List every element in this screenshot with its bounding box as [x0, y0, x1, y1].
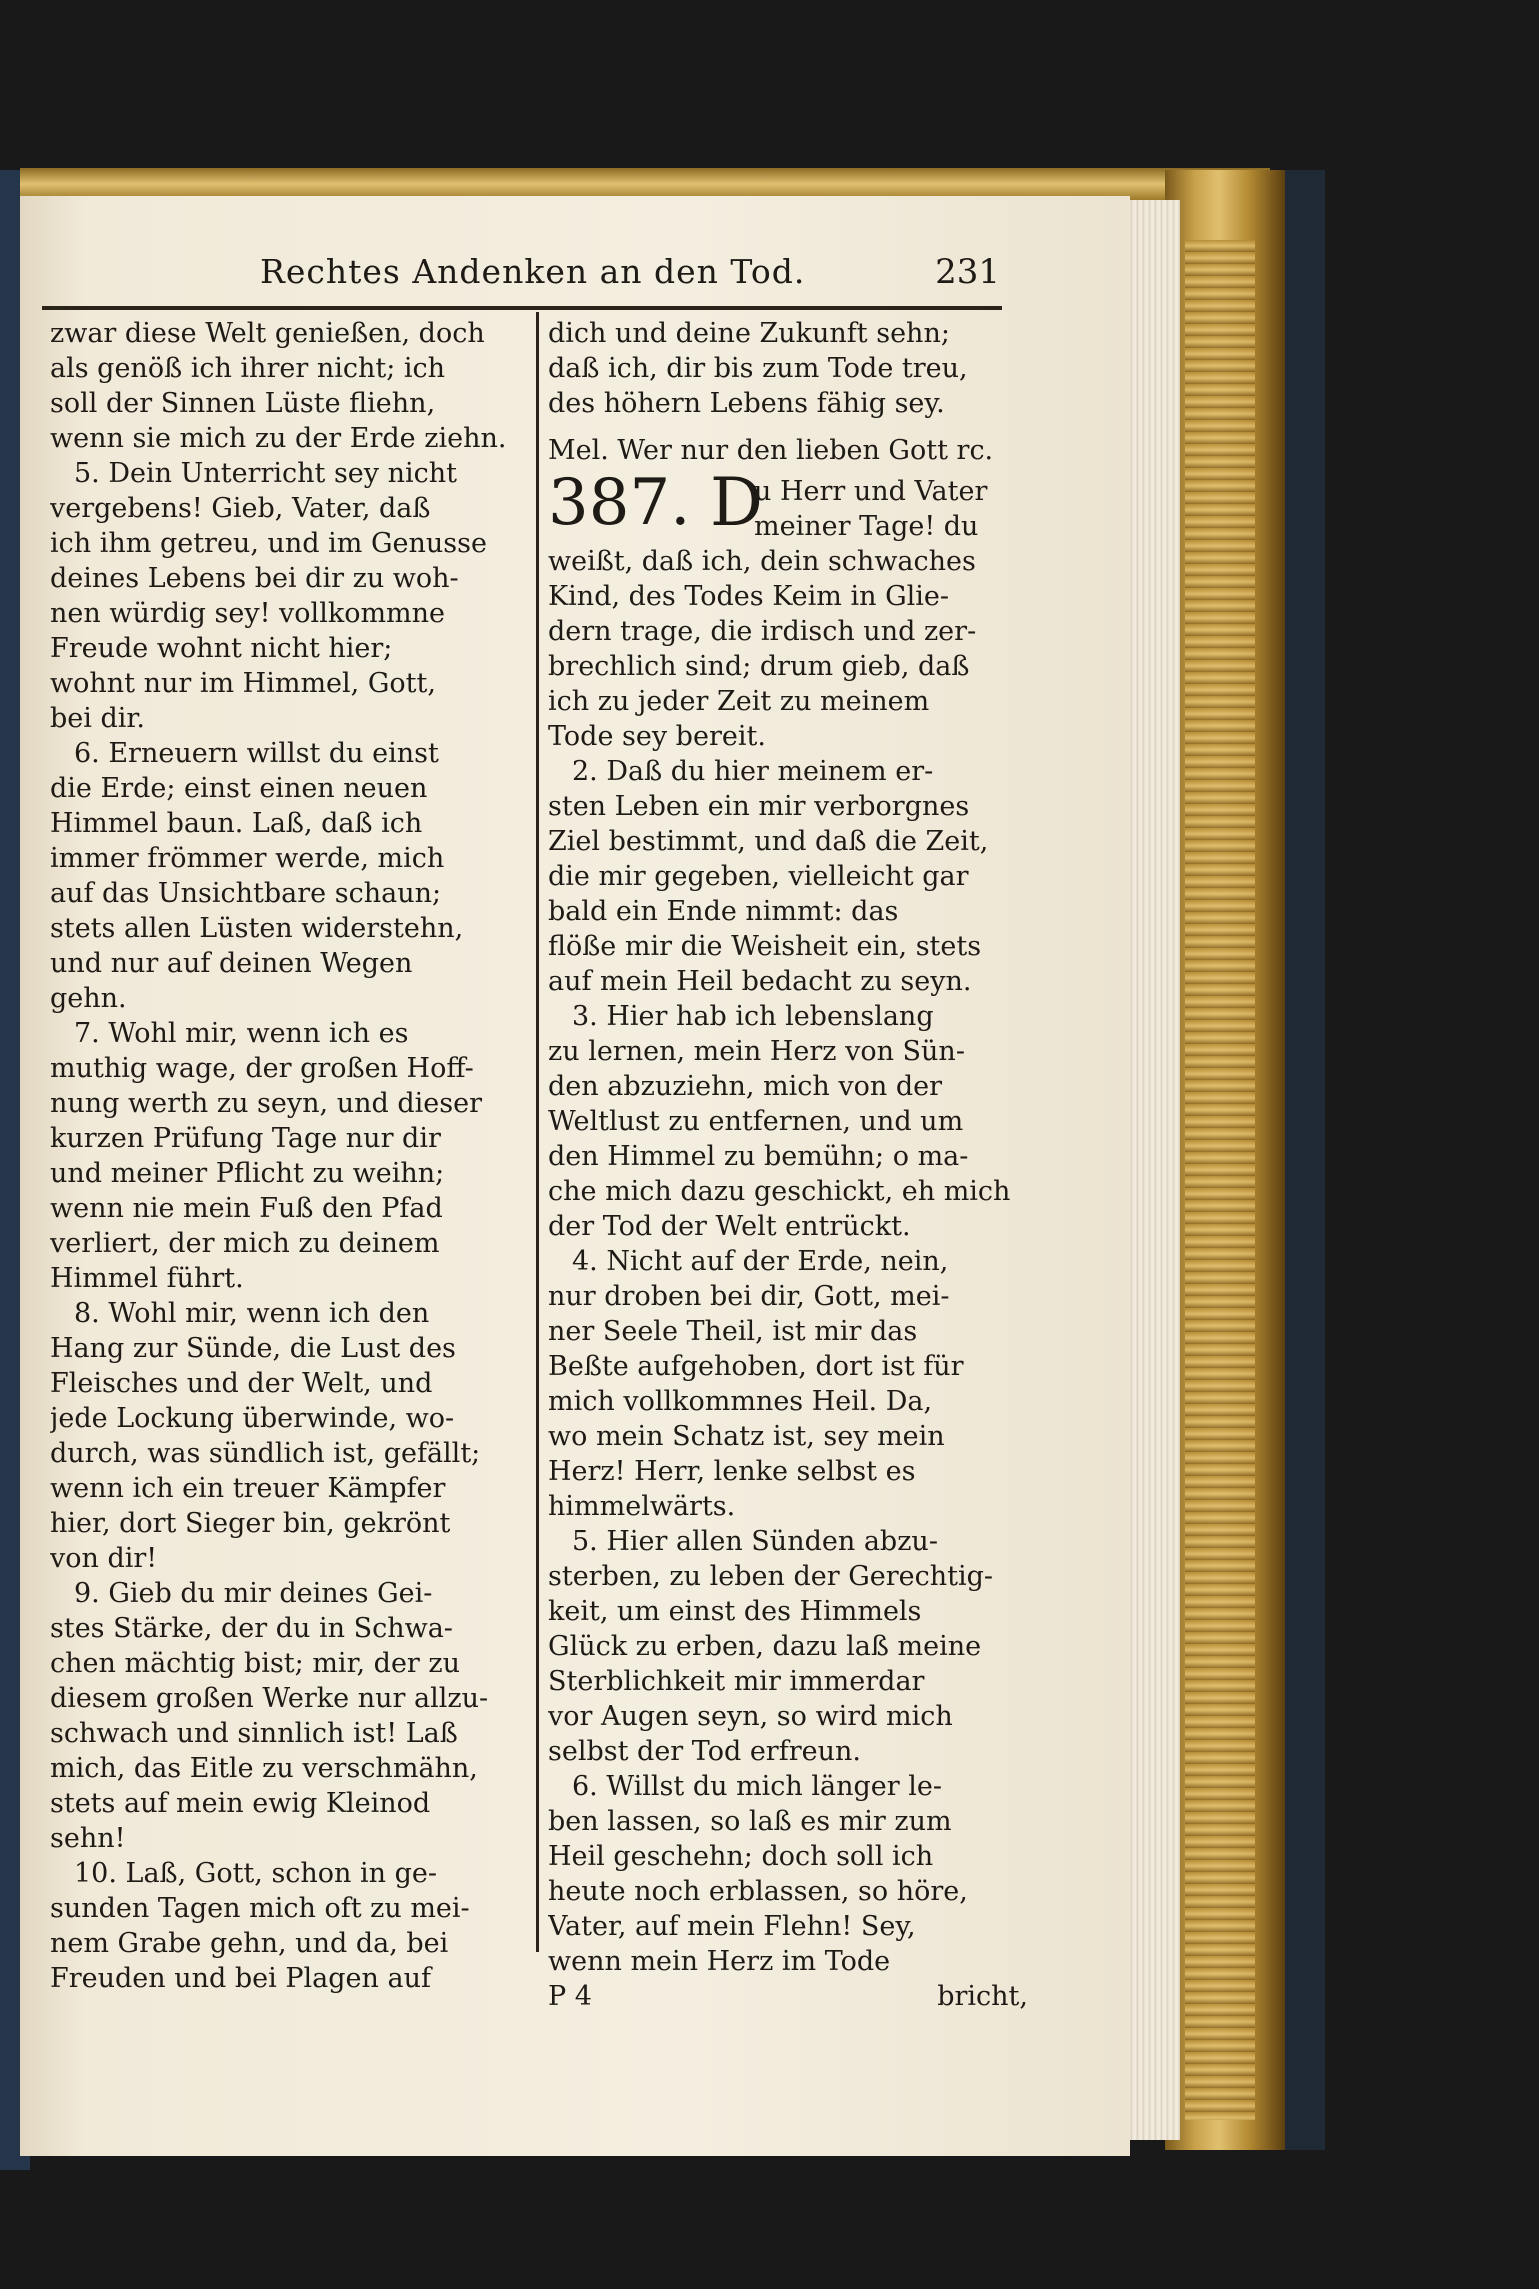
text-line: nen würdig sey! vollkommne	[50, 598, 446, 629]
text-line: nem Grabe gehn, und da, bei	[50, 1928, 449, 1959]
text-line: wenn mein Herz im Tode	[548, 1946, 891, 1977]
text-line: der Tod der Welt entrückt.	[548, 1211, 911, 1242]
text-line: selbst der Tod erfreun.	[548, 1736, 861, 1767]
text-line: mich vollkommnes Heil. Da,	[548, 1386, 933, 1417]
text-line: ben lassen, so laß es mir zum	[548, 1806, 952, 1837]
text-line: stets auf mein ewig Kleinod	[50, 1788, 431, 1819]
text-line: daß ich, dir bis zum Tode treu,	[548, 353, 968, 384]
text-line: dern trage, die irdisch und zer-	[548, 616, 977, 647]
text-line: mich, das Eitle zu verschmähn,	[50, 1753, 478, 1784]
hymn-first-line: u Herr und Vater	[754, 476, 988, 507]
text-line: immer frömmer werde, mich	[50, 843, 445, 874]
text-line: bei dir.	[50, 703, 145, 734]
signature-mark: P 4	[548, 1981, 592, 2012]
text-line: 6. Erneuern willst du einst	[74, 738, 439, 769]
text-line: des höhern Lebens fähig sey.	[548, 388, 945, 419]
text-line: Vater, auf mein Flehn! Sey,	[548, 1911, 916, 1942]
hymn-heading	[548, 464, 1028, 544]
melody-line: Mel. Wer nur den lieben Gott rc.	[548, 435, 994, 466]
text-line: diesem großen Werke nur allzu-	[50, 1683, 489, 1714]
text-line: den Himmel zu bemühn; o ma-	[548, 1141, 969, 1172]
text-line: nur droben bei dir, Gott, mei-	[548, 1281, 950, 1312]
text-line: 4. Nicht auf der Erde, nein,	[572, 1246, 949, 1277]
text-line: sten Leben ein mir verborgnes	[548, 791, 970, 822]
text-line: hier, dort Sieger bin, gekrönt	[50, 1508, 451, 1539]
text-line: Freuden und bei Plagen auf	[50, 1963, 431, 1994]
text-line: muthig wage, der großen Hoff-	[50, 1053, 474, 1084]
text-line: wo mein Schatz ist, sey mein	[548, 1421, 945, 1452]
text-line: Weltlust zu entfernen, und um	[548, 1106, 964, 1137]
right-column	[548, 316, 1028, 2014]
text-line: von dir!	[50, 1543, 158, 1574]
text-line: zu lernen, mein Herz von Sün-	[548, 1036, 965, 1067]
text-line: auf mein Heil bedacht zu seyn.	[548, 966, 972, 997]
text-line: auf das Unsichtbare schaun;	[50, 878, 442, 909]
column-divider	[536, 312, 539, 1952]
text-line: sunden Tagen mich oft zu mei-	[50, 1893, 470, 1924]
text-line: verliert, der mich zu deinem	[50, 1228, 440, 1259]
text-line: Tode sey bereit.	[548, 721, 766, 752]
text-line: weißt, daß ich, dein schwaches	[548, 546, 976, 577]
catchword: bricht,	[937, 1981, 1028, 2012]
text-line: 5. Dein Unterricht sey nicht	[74, 458, 457, 489]
text-line: wohnt nur im Himmel, Gott,	[50, 668, 436, 699]
text-line: nung werth zu seyn, und dieser	[50, 1088, 482, 1119]
text-line: Kind, des Todes Keim in Glie-	[548, 581, 950, 612]
text-line: Hang zur Sünde, die Lust des	[50, 1333, 456, 1364]
text-line: keit, um einst des Himmels	[548, 1596, 922, 1627]
text-line: 7. Wohl mir, wenn ich es	[74, 1018, 409, 1049]
running-header	[260, 252, 1000, 298]
text-line: die mir gegeben, vielleicht gar	[548, 861, 969, 892]
text-line: wenn nie mein Fuß den Pfad	[50, 1193, 443, 1224]
text-line: 3. Hier hab ich lebenslang	[572, 1001, 934, 1032]
text-line: gehn.	[50, 983, 127, 1014]
running-title: Rechtes Andenken an den Tod.	[260, 252, 806, 291]
text-line: den abzuziehn, mich von der	[548, 1071, 942, 1102]
text-line: die Erde; einst einen neuen	[50, 773, 428, 804]
text-line: ich zu jeder Zeit zu meinem	[548, 686, 930, 717]
text-line: Sterblichkeit mir immerdar	[548, 1666, 925, 1697]
text-line: dich und deine Zukunft sehn;	[548, 318, 950, 349]
hymn-verses	[548, 544, 1028, 1979]
text-line: bald ein Ende nimmt: das	[548, 896, 899, 927]
text-line: Glück zu erben, dazu laß meine	[548, 1631, 982, 1662]
text-line: che mich dazu geschickt, eh mich	[548, 1176, 1011, 1207]
book-cover-right	[1285, 170, 1325, 2150]
page-number: 231	[935, 252, 1000, 292]
gilt-fore-edge-pattern	[1185, 240, 1255, 2120]
text-line: vergebens! Gieb, Vater, daß	[50, 493, 431, 524]
text-line: Ziel bestimmt, und daß die Zeit,	[548, 826, 989, 857]
text-line: 5. Hier allen Sünden abzu-	[572, 1526, 938, 1557]
text-line: Himmel führt.	[50, 1263, 244, 1294]
text-line: ich ihm getreu, und im Genusse	[50, 528, 487, 559]
text-line: chen mächtig bist; mir, der zu	[50, 1648, 461, 1679]
text-line: ner Seele Theil, ist mir das	[548, 1316, 918, 1347]
text-line: stets allen Lüsten widerstehn,	[50, 913, 464, 944]
text-line: Fleisches und der Welt, und	[50, 1368, 433, 1399]
left-column	[50, 316, 528, 1996]
text-line: stes Stärke, der du in Schwa-	[50, 1613, 453, 1644]
text-line: jede Lockung überwinde, wo-	[50, 1403, 455, 1434]
hymn-dropcap: D	[710, 464, 763, 541]
text-line: 2. Daß du hier meinem er-	[572, 756, 934, 787]
text-line: und nur auf deinen Wegen	[50, 948, 413, 979]
text-line: deines Lebens bei dir zu woh-	[50, 563, 459, 594]
text-line: heute noch erblassen, so höre,	[548, 1876, 968, 1907]
text-line: kurzen Prüfung Tage nur dir	[50, 1123, 441, 1154]
text-line: himmelwärts.	[548, 1491, 736, 1522]
hymn-second-line: meiner Tage! du	[754, 511, 979, 542]
text-line: Freude wohnt nicht hier;	[50, 633, 393, 664]
text-line: sterben, zu leben der Gerechtig-	[548, 1561, 994, 1592]
text-line: soll der Sinnen Lüste fliehn,	[50, 388, 436, 419]
text-line: schwach und sinnlich ist! Laß	[50, 1718, 458, 1749]
text-line: Herz! Herr, lenke selbst es	[548, 1456, 916, 1487]
text-line: Heil geschehn; doch soll ich	[548, 1841, 934, 1872]
hymn-number: 387.	[548, 466, 691, 540]
text-line: Beßte aufgehoben, dort ist für	[548, 1351, 964, 1382]
text-line: sehn!	[50, 1823, 126, 1854]
text-line: durch, was sündlich ist, gefällt;	[50, 1438, 481, 1469]
text-line: 8. Wohl mir, wenn ich den	[74, 1298, 430, 1329]
text-line: 10. Laß, Gott, schon in ge-	[74, 1858, 438, 1889]
text-line: zwar diese Welt genießen, doch	[50, 318, 485, 349]
signature-line	[548, 1979, 1028, 2014]
text-line: vor Augen seyn, so wird mich	[548, 1701, 953, 1732]
text-line: 6. Willst du mich länger le-	[572, 1771, 943, 1802]
header-rule	[42, 306, 1002, 310]
text-line: wenn sie mich zu der Erde ziehn.	[50, 423, 507, 454]
text-line: flöße mir die Weisheit ein, stets	[548, 931, 982, 962]
text-line: als genöß ich ihrer nicht; ich	[50, 353, 446, 384]
text-line: Himmel baun. Laß, daß ich	[50, 808, 423, 839]
text-line: brechlich sind; drum gieb, daß	[548, 651, 970, 682]
text-line: 9. Gieb du mir deines Gei-	[74, 1578, 433, 1609]
text-line: wenn ich ein treuer Kämpfer	[50, 1473, 446, 1504]
text-line: und meiner Pflicht zu weihn;	[50, 1158, 445, 1189]
